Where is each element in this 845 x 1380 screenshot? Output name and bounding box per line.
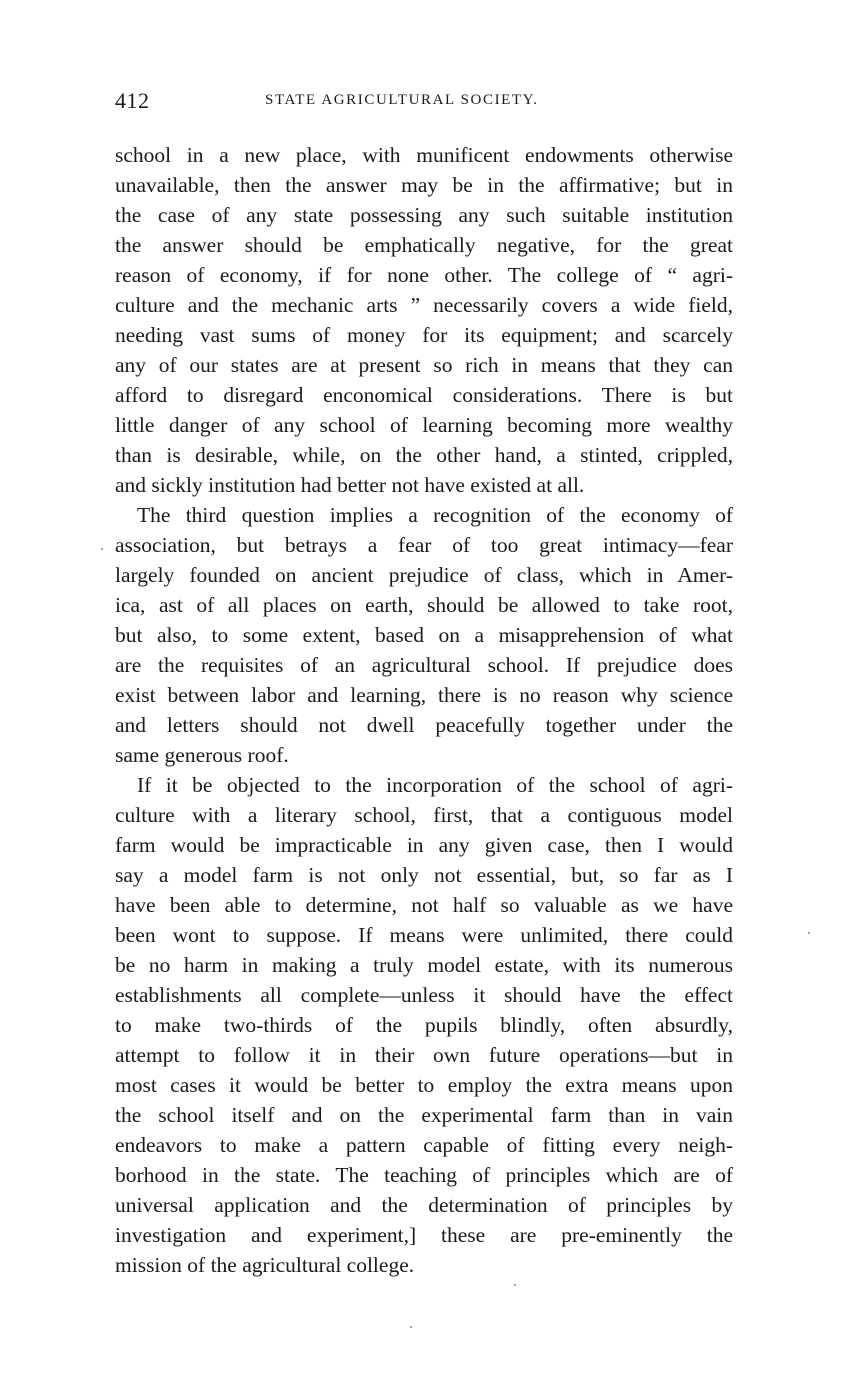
text-line: say a model farm is not only not essential, but, so far as I (115, 863, 733, 887)
text-line: culture with a literary school, first, that a contiguous model (115, 803, 733, 827)
text-line: same generous roof. (115, 743, 289, 767)
paper-speck (410, 1326, 412, 1328)
text-line: and letters should not dwell peacefully together under the (115, 713, 733, 737)
text-line: The third question implies a recognition of the economy of (137, 503, 733, 527)
text-line: borhood in the state. The teaching of principles which are of (115, 1163, 733, 1187)
paragraph (115, 140, 733, 500)
text-line: most cases it would be better to employ the extra means upon (115, 1073, 733, 1097)
body-text (115, 140, 733, 1280)
text-line: investigation and experiment,] these are pre-eminently the (115, 1223, 733, 1247)
text-line: association, but betrays a fear of too great intimacy—fear (115, 533, 733, 557)
running-head-title: STATE AGRICULTURAL SOCIETY. (265, 92, 539, 108)
text-line: largely founded on ancient prejudice of class, which in Amer- (115, 563, 733, 587)
text-line: needing vast sums of money for its equipment; and scarcely (115, 323, 733, 347)
text-line: culture and the mechanic arts ” necessarily covers a wide field, (115, 293, 733, 317)
text-line: establishments all complete—unless it should have the effect (115, 983, 733, 1007)
text-line: but also, to some extent, based on a misapprehension of what (115, 623, 733, 647)
text-line: reason of economy, if for none other. The college of “ agri- (115, 263, 733, 287)
text-line: exist between labor and learning, there is no reason why science (115, 683, 733, 707)
text-line: little danger of any school of learning becoming more wealthy (115, 413, 733, 437)
paragraph (115, 500, 733, 770)
page-number: 412 (115, 88, 150, 113)
text-line: have been able to determine, not half so valuable as we have (115, 893, 733, 917)
paper-speck (514, 1284, 516, 1286)
text-line: any of our states are at present so rich in means that they can (115, 353, 733, 377)
text-line: and sickly institution had better not have existed at all. (115, 473, 585, 497)
running-head (115, 88, 733, 118)
text-line: the case of any state possessing any such suitable institution (115, 203, 733, 227)
text-line: are the requisites of an agricultural school. If prejudice does (115, 653, 733, 677)
paragraph (115, 770, 733, 1280)
text-line: universal application and the determination of principles by (115, 1193, 733, 1217)
text-line: farm would be impracticable in any given case, then I would (115, 833, 733, 857)
paper-speck (808, 932, 810, 934)
text-line: If it be objected to the incorporation of the school of agri- (137, 773, 733, 797)
text-line: afford to disregard enconomical considerations. There is but (115, 383, 733, 407)
text-line: to make two-thirds of the pupils blindly, often absurdly, (115, 1013, 733, 1037)
text-line: school in a new place, with munificent endowments otherwise (115, 143, 733, 167)
text-line: the answer should be emphatically negative, for the great (115, 233, 733, 257)
text-line: endeavors to make a pattern capable of fitting every neigh- (115, 1133, 733, 1157)
text-line: been wont to suppose. If means were unlimited, there could (115, 923, 733, 947)
text-line: mission of the agricultural college. (115, 1253, 415, 1277)
text-line: be no harm in making a truly model estate, with its numerous (115, 953, 733, 977)
text-line: than is desirable, while, on the other hand, a stinted, crippled, (115, 443, 733, 467)
paper-speck (101, 548, 103, 550)
text-line: the school itself and on the experimental farm than in vain (115, 1103, 733, 1127)
text-line: attempt to follow it in their own future operations—but in (115, 1043, 733, 1067)
text-line: ica, ast of all places on earth, should be allowed to take root, (115, 593, 733, 617)
text-line: unavailable, then the answer may be in the affirmative; but in (115, 173, 733, 197)
